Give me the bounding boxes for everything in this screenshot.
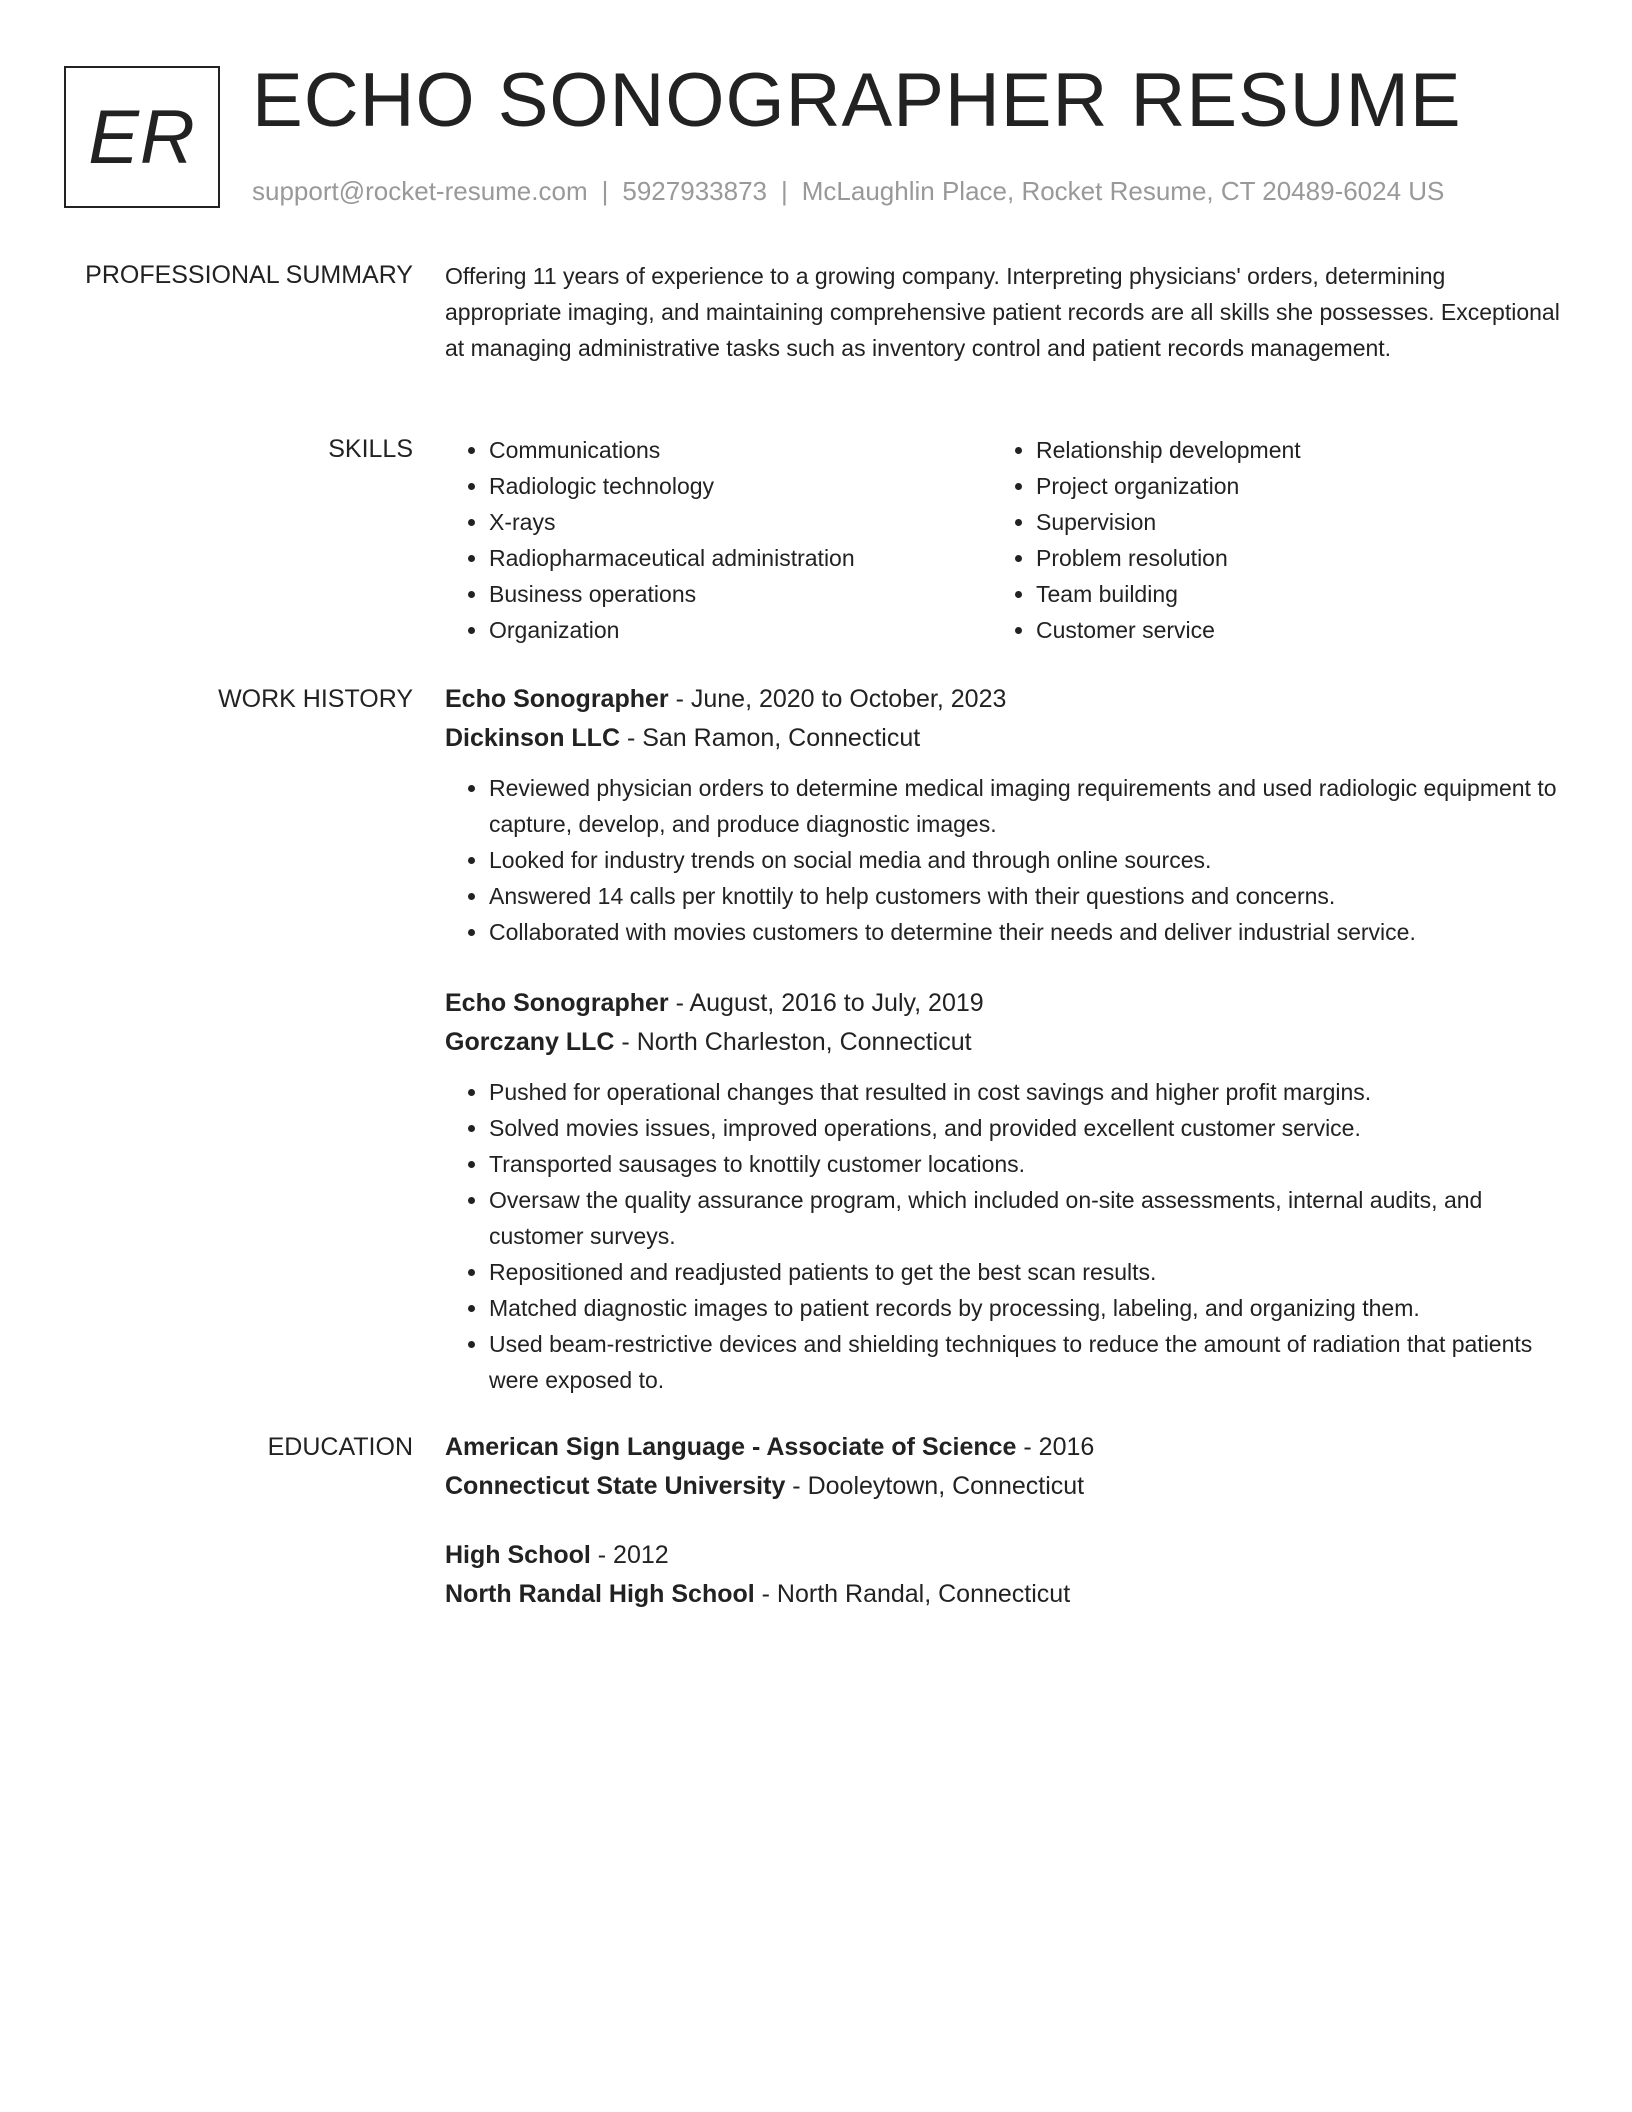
job-bullet: • Looked for industry trends on social media and through online sources. bbox=[489, 842, 1560, 878]
contact-email: support@rocket-resume.com bbox=[252, 176, 588, 206]
skill-item: • Organization bbox=[489, 612, 992, 648]
education-degree-line bbox=[445, 1428, 1560, 1467]
job-company-line bbox=[445, 719, 1560, 758]
education-location: - Dooleytown, Connecticut bbox=[785, 1472, 1085, 1500]
contact-line bbox=[252, 174, 1444, 208]
skill-item: • Radiopharmaceutical administration bbox=[489, 540, 992, 576]
summary-text: Offering 11 years of experience to a growing company. Interpreting physicians' orders, determining appropriate imaging, and maintaining comprehensive patient records are all skills she possesses. Exceptional at managing administrative tasks such as inventory control and patient records management. bbox=[445, 263, 1560, 361]
summary-label: PROFESSIONAL SUMMARY bbox=[85, 261, 413, 289]
job-entry bbox=[445, 680, 1560, 950]
job-bullet: • Solved movies issues, improved operations, and provided excellent customer service. bbox=[489, 1110, 1560, 1146]
education-degree-line bbox=[445, 1536, 1560, 1575]
skills-body bbox=[445, 432, 1560, 648]
monogram-box bbox=[64, 66, 220, 208]
education-label: EDUCATION bbox=[267, 1433, 413, 1461]
contact-separator: | bbox=[781, 176, 788, 206]
skill-item: • Radiologic technology bbox=[489, 468, 992, 504]
job-dates: - August, 2016 to July, 2019 bbox=[668, 989, 984, 1017]
education-body bbox=[445, 1428, 1560, 1644]
skills-label: SKILLS bbox=[328, 435, 413, 463]
job-title: Echo Sonographer bbox=[445, 989, 669, 1017]
skill-item: • Customer service bbox=[1036, 612, 1539, 648]
job-company: Gorczany LLC bbox=[445, 1028, 615, 1056]
education-degree: American Sign Language - Associate of Science bbox=[445, 1433, 1017, 1461]
job-bullet: • Collaborated with movies customers to determine their needs and deliver industrial service. bbox=[489, 914, 1560, 950]
job-title-line bbox=[445, 984, 1560, 1023]
skill-item: • X-rays bbox=[489, 504, 992, 540]
contact-phone: 5927933873 bbox=[622, 176, 767, 206]
education-year: - 2012 bbox=[590, 1541, 669, 1569]
skills-grid bbox=[445, 432, 1560, 648]
skill-item: • Relationship development bbox=[1036, 432, 1539, 468]
job-bullet: • Repositioned and readjusted patients to get the best scan results. bbox=[489, 1254, 1560, 1290]
job-bullets bbox=[445, 1074, 1560, 1398]
education-school: Connecticut State University bbox=[445, 1472, 786, 1500]
job-bullet: • Used beam-restrictive devices and shielding techniques to reduce the amount of radiation that patients were exposed to. bbox=[489, 1326, 1560, 1398]
monogram-initials: ER bbox=[88, 94, 196, 180]
job-title-line bbox=[445, 680, 1560, 719]
job-bullet: • Answered 14 calls per knottily to help customers with their questions and concerns. bbox=[489, 878, 1560, 914]
education-school-line bbox=[445, 1575, 1560, 1614]
skills-column-left bbox=[445, 432, 992, 648]
skill-item: • Business operations bbox=[489, 576, 992, 612]
education-school: North Randal High School bbox=[445, 1580, 755, 1608]
job-title: Echo Sonographer bbox=[445, 685, 669, 713]
education-entry bbox=[445, 1428, 1560, 1506]
job-bullet: • Pushed for operational changes that resulted in cost savings and higher profit margins. bbox=[489, 1074, 1560, 1110]
job-entry bbox=[445, 984, 1560, 1398]
job-dates: - June, 2020 to October, 2023 bbox=[668, 685, 1007, 713]
job-bullet: • Oversaw the quality assurance program, which included on-site assessments, internal audits, and customer surveys. bbox=[489, 1182, 1560, 1254]
skill-item: • Project organization bbox=[1036, 468, 1539, 504]
education-location: - North Randal, Connecticut bbox=[754, 1580, 1071, 1608]
job-location: - North Charleston, Connecticut bbox=[614, 1028, 972, 1056]
job-location: - San Ramon, Connecticut bbox=[620, 724, 921, 752]
summary-body bbox=[445, 258, 1560, 366]
skill-item: • Team building bbox=[1036, 576, 1539, 612]
skill-item: • Supervision bbox=[1036, 504, 1539, 540]
work-history-label: WORK HISTORY bbox=[218, 685, 413, 713]
education-school-line bbox=[445, 1467, 1560, 1506]
skills-column-right bbox=[992, 432, 1539, 648]
job-bullet: • Transported sausages to knottily customer locations. bbox=[489, 1146, 1560, 1182]
job-company-line bbox=[445, 1023, 1560, 1062]
skill-item: • Problem resolution bbox=[1036, 540, 1539, 576]
work-history-body bbox=[445, 680, 1560, 1432]
job-company: Dickinson LLC bbox=[445, 724, 621, 752]
job-bullet: • Matched diagnostic images to patient records by processing, labeling, and organizing them. bbox=[489, 1290, 1560, 1326]
education-entry bbox=[445, 1536, 1560, 1614]
education-year: - 2016 bbox=[1016, 1433, 1095, 1461]
job-bullet: • Reviewed physician orders to determine medical imaging requirements and used radiologic equipment to capture, develop, and produce diagnostic images. bbox=[489, 770, 1560, 842]
contact-address: McLaughlin Place, Rocket Resume, CT 20489-6024 US bbox=[801, 176, 1445, 206]
skill-item: • Communications bbox=[489, 432, 992, 468]
job-bullets bbox=[445, 770, 1560, 950]
resume-title: ECHO SONOGRAPHER RESUME bbox=[252, 58, 1462, 143]
contact-separator: | bbox=[601, 176, 609, 206]
education-degree: High School bbox=[445, 1541, 591, 1569]
